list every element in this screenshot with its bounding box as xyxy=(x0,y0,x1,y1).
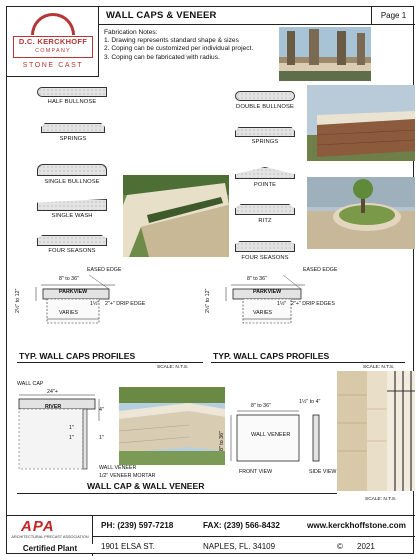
logo-subtitle: STONE CAST xyxy=(22,62,84,69)
label-ritz: RITZ xyxy=(258,218,272,224)
height-label: 2½" to 12" xyxy=(15,288,21,313)
notes-heading: Fabrication Notes: xyxy=(104,29,158,36)
scale-note: SCALE: N.T.S. xyxy=(365,497,397,502)
profile-springs-right xyxy=(235,127,295,137)
photo-planter-wall xyxy=(123,175,229,257)
profile-four-seasons-right xyxy=(235,241,295,252)
photo-round-planter xyxy=(307,177,415,249)
overhang-label: 1½" xyxy=(277,301,287,307)
overhang-label: 1½" xyxy=(90,301,100,307)
scale-note: SCALE: N.T.S. xyxy=(363,365,395,370)
profile-single-bullnose xyxy=(37,164,107,176)
copyright-year: 2021 xyxy=(357,542,375,551)
profile-single-wash xyxy=(37,199,107,211)
photo-veneer-wall xyxy=(119,387,225,465)
city-address: NAPLES, FL. 34109 xyxy=(203,542,276,551)
fax-number: FAX: (239) 566-8432 xyxy=(203,521,280,530)
veneer-cap-drawing xyxy=(15,391,115,473)
height-label: 2½" to 12" xyxy=(205,288,211,313)
veneer-height-label: 8" to 36" xyxy=(219,431,225,451)
photo-brick-wall-cap xyxy=(307,85,415,161)
label-pointe: POINTE xyxy=(253,182,277,188)
drawing-sheet xyxy=(6,6,414,554)
veneer-panel-label: WALL VENEER xyxy=(251,432,291,438)
note-item: 2. Coping can be customized per individual project. xyxy=(104,45,254,53)
company-logo xyxy=(7,7,99,77)
section-rule xyxy=(17,493,337,494)
label-half-bullnose: HALF BULLNOSE xyxy=(47,99,97,105)
label-double-bullnose: DOUBLE BULLNOSE xyxy=(236,104,294,110)
certified-plant-label: Certified Plant xyxy=(7,544,93,553)
profile-ritz xyxy=(235,204,295,215)
scale-note: SCALE: N.T.S. xyxy=(157,365,189,370)
profile-springs-left xyxy=(41,123,105,133)
logo-arc-icon xyxy=(31,13,75,35)
apa-mark: APA xyxy=(21,518,55,535)
section-title-veneer: WALL CAP & WALL VENEER xyxy=(87,481,205,491)
cap-name: RIVER xyxy=(45,404,62,410)
dim-a: 4" xyxy=(99,407,104,413)
section-rule xyxy=(211,362,405,363)
section-title-caps-left: TYP. WALL CAPS PROFILES xyxy=(19,351,136,361)
copyright-symbol: © xyxy=(337,542,343,551)
label-springs-left: SPRINGS xyxy=(59,136,87,142)
label-four-seasons-right: FOUR SEASONS xyxy=(241,255,289,261)
dim-c: 1" xyxy=(69,435,74,441)
profile-half-bullnose xyxy=(37,87,107,97)
veneer-thickness-label: 1½" to 4" xyxy=(299,399,321,405)
drip-edge-label: 2"+" DRIP EDGES xyxy=(291,301,335,307)
eased-edge-label: EASED EDGE xyxy=(303,267,338,273)
apa-logo xyxy=(7,516,93,556)
profile-four-seasons-left xyxy=(37,235,107,246)
dim-d: 1" xyxy=(99,435,104,441)
varies-label: VARIES xyxy=(59,310,79,316)
photo-coping-columns xyxy=(279,27,371,81)
page-number: Page 1 xyxy=(371,7,415,25)
page-title: WALL CAPS & VENEER xyxy=(106,10,217,21)
note-item: 1. Drawing represents standard shape & sizes xyxy=(104,37,239,45)
profile-name: PARKVIEW xyxy=(253,289,282,295)
width-label: 8" to 36" xyxy=(59,276,79,282)
veneer-mortar-label: 1/2" VENEER MORTAR xyxy=(99,473,156,479)
label-single-wash: SINGLE WASH xyxy=(51,213,93,219)
footer xyxy=(7,515,415,555)
section-rule xyxy=(17,362,203,363)
side-view-label: SIDE VIEW xyxy=(309,469,337,475)
apa-subtitle: ARCHITECTURAL PRECAST ASSOCIATION xyxy=(11,535,89,539)
front-view-label: FRONT VIEW xyxy=(239,469,273,475)
fabrication-notes xyxy=(104,29,280,62)
street-address: 1901 ELSA ST. xyxy=(101,542,155,551)
title-bar xyxy=(99,7,371,25)
logo-name-box xyxy=(13,36,93,58)
logo-name-line1: D.C. KERCKHOFF xyxy=(18,37,88,46)
label-single-bullnose: SINGLE BULLNOSE xyxy=(44,179,100,185)
drip-edge-label: 2"+" DRIP EDGE xyxy=(105,301,146,307)
dim-b: 1" xyxy=(69,425,74,431)
wall-veneer-label: WALL VENEER xyxy=(99,465,137,471)
section-title-caps-right: TYP. WALL CAPS PROFILES xyxy=(213,351,330,361)
wall-cap-label: WALL CAP xyxy=(17,381,44,387)
website-link[interactable]: www.kerckhoffstone.com xyxy=(307,521,406,530)
phone-number: PH: (239) 597-7218 xyxy=(101,521,174,530)
photo-column-veneer xyxy=(337,371,415,491)
logo-name-line2: COMPANY xyxy=(35,48,71,54)
veneer-width-label: 8" to 36" xyxy=(251,403,271,409)
eased-edge-label: EASED EDGE xyxy=(87,267,122,273)
profile-name: PARKVIEW xyxy=(59,289,88,295)
profile-pointe xyxy=(235,167,295,179)
note-item: 3. Coping can be fabricated with radius. xyxy=(104,53,220,61)
cap-width-label: 24"+ xyxy=(47,389,58,395)
profile-double-bullnose xyxy=(235,91,295,101)
varies-label: VARIES xyxy=(253,310,273,316)
label-four-seasons-left: FOUR SEASONS xyxy=(48,248,96,254)
width-label: 8" to 36" xyxy=(247,276,267,282)
footer-divider xyxy=(93,536,415,537)
label-springs-right: SPRINGS xyxy=(251,139,279,145)
